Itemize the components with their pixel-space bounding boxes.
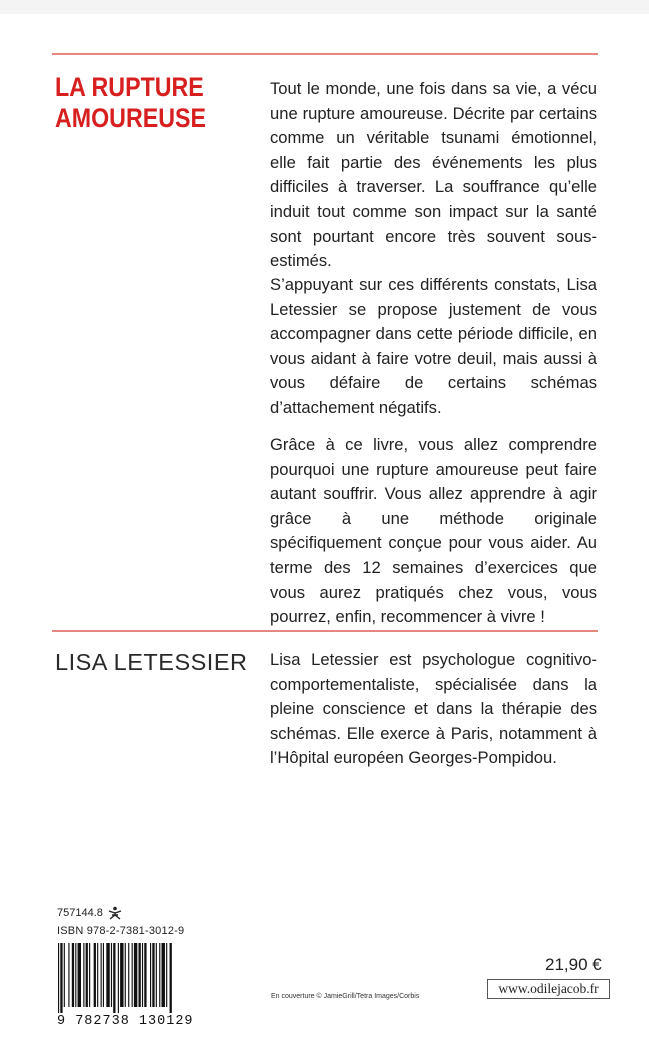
internal-code-row	[57, 906, 227, 920]
author-bio: Lisa Letessier est psychologue cognitivo-comportementaliste, spécialisée dans la pleine conscience et dans la thérapie des schémas. Elle exerce à Paris, notamment à l’Hôpital européen Georges-Pompidou.	[270, 650, 597, 768]
top-scan-band	[0, 0, 649, 14]
top-divider	[52, 53, 598, 55]
barcode-icon	[57, 943, 213, 1013]
author-name: LISA LETESSIER	[55, 649, 248, 675]
isbn: ISBN 978-2-7381-3012-9	[57, 925, 185, 937]
internal-code: 757144.8	[57, 907, 103, 919]
blurb-paragraph-1: Tout le monde, une fois dans sa vie, a vécu une rupture amoureuse. Décrite par certains comme un véritable tsunami émotionnel, elle fait partie des événements les plus difficiles à traverser. La souffrance qu’elle induit tout comme son impact sur la santé sont pourtant encore très souvent sous-estimés.	[270, 79, 597, 271]
title-line-1: LA RUPTURE	[55, 72, 204, 102]
book-title	[55, 72, 227, 134]
stylized-figure-icon	[107, 906, 123, 920]
title-line-2: AMOUREUSE	[55, 103, 206, 133]
publisher-website-link[interactable]: www.odilejacob.fr	[487, 979, 610, 999]
cover-credit: En couverture © JamieGrill/Tetra Images/Corbis	[271, 993, 420, 1000]
barcode-block	[57, 906, 227, 1029]
blurb-paragraph-3: Grâce à ce livre, vous allez comprendre pourquoi une rupture amoureuse peut faire autant souffrir. Vous allez apprendre à agir grâce à une méthode originale spécifiquement conçue pour vous aider. Au terme des 12 semaines d’exercices que vous aurez pratiqués chez vous, vous pourrez, enfin, recommencer à vivre !	[270, 435, 597, 627]
author-divider	[52, 630, 598, 632]
blurb-paragraph-2: S’appuyant sur ces différents constats, Lisa Letessier se propose justement de vous accompagner dans cette période difficile, en vous aidant à faire votre deuil, mais aussi à vous défaire de certains schémas d’attachement négatifs.	[270, 275, 597, 417]
price: 21,90 €	[545, 955, 602, 974]
ean-digits: 9 782738 130129	[57, 1014, 194, 1029]
